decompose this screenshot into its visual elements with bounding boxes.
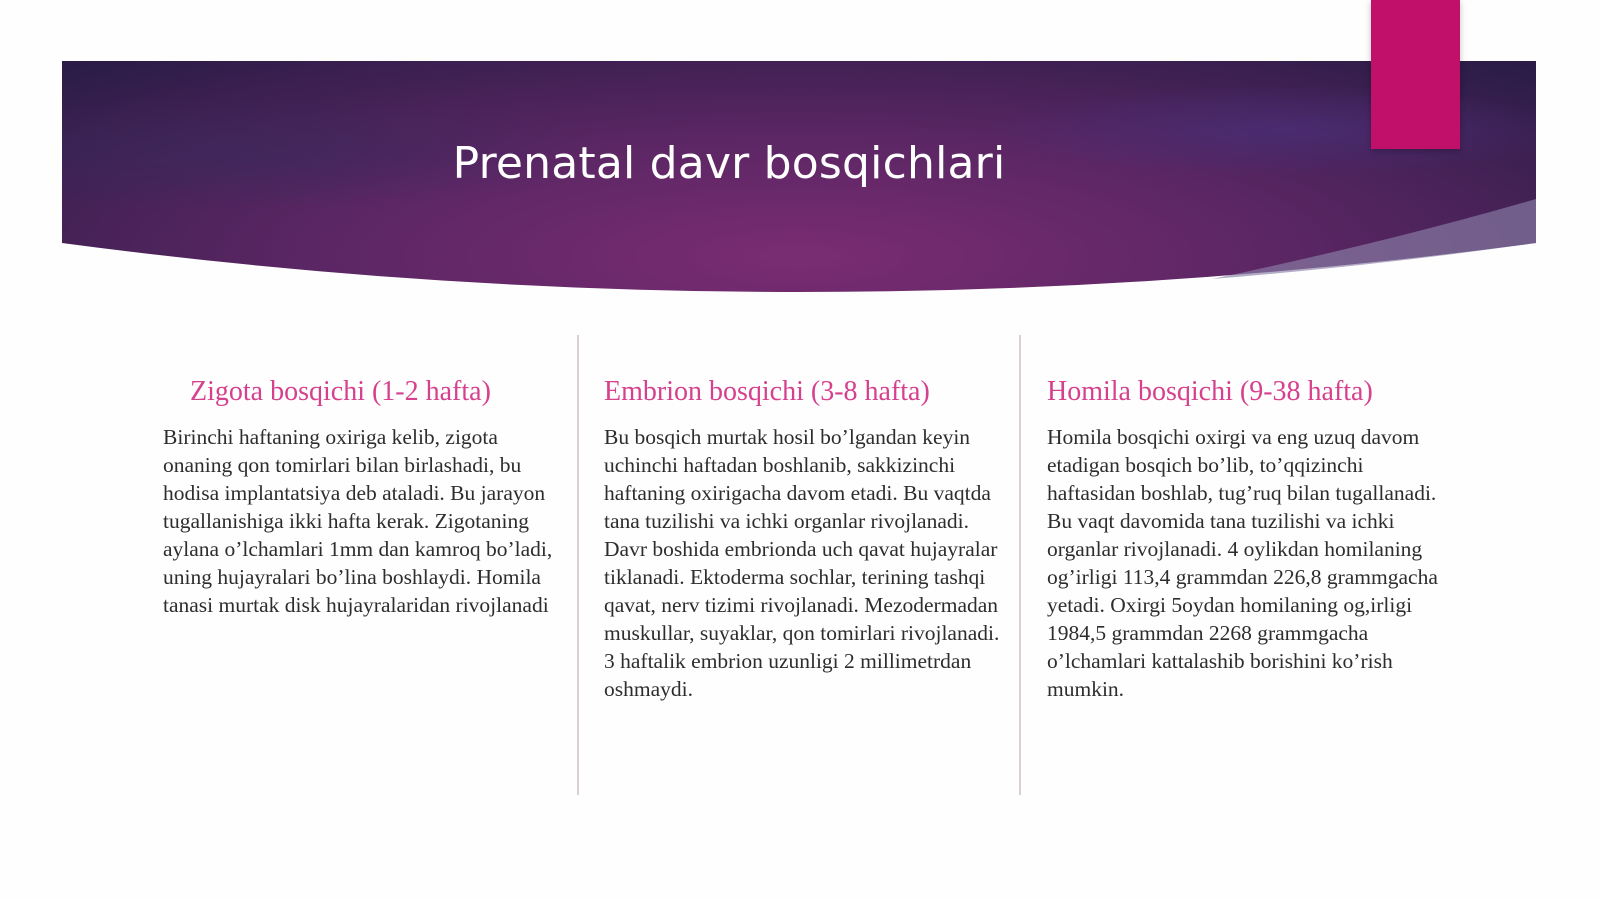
- column-zigota: [163, 375, 559, 619]
- column-heading: Zigota bosqichi (1-2 hafta): [190, 376, 491, 407]
- column-divider-2: [1019, 335, 1021, 795]
- slide-title: Prenatal davr bosqichlari: [452, 138, 1006, 189]
- column-body: Birinchi haftaning oxiriga kelib, zigota onaning qon tomirlari bilan birlashadi, bu hodisa implantatsiya deb ataladi. Bu jarayon tugallanishiga ikki hafta kerak. Zigotaning aylana o’lchamlari 1mm dan kamroq bo’ladi, uning hujayralari bo’lina boshlaydi. Homila tanasi murtak disk hujayralaridan rivojlanadi: [163, 424, 553, 617]
- column-heading: Embrion bosqichi (3-8 hafta): [604, 376, 930, 407]
- accent-tab: [1371, 0, 1460, 149]
- column-body: Bu bosqich murtak hosil bo’lgandan keyin uchinchi haftadan boshlanib, sakkizinchi haftaning oxirigacha davom etadi. Bu vaqtda tana tuzilishi va ichki organlar rivojlanadi. Davr boshida embrionda uch qavat hujayralar tiklanadi. Ektoderma sochlar, terining tashqi qavat, nerv tizimi rivojlanadi. Mezodermadan muskullar, suyaklar, qon tomirlari rivojlanadi. 3 haftalik embrion uzunligi 2 millimetrdan oshmaydi.: [604, 424, 1000, 701]
- column-embrion: [604, 375, 1002, 703]
- column-homila: [1047, 375, 1447, 703]
- column-heading: Homila bosqichi (9-38 hafta): [1047, 376, 1373, 407]
- column-divider-1: [577, 335, 579, 795]
- column-body: Homila bosqichi oxirgi va eng uzuq davom etadigan bosqich bo’lib, to’qqizinchi haftasidan boshlab, tug’ruq bilan tugallanadi. Bu vaqt davomida tana tuzilishi va ichki organlar rivojlanadi. 4 oylikdan homilaning og’irligi 113,4 grammdan 226,8 grammgacha yetadi. Oxirgi 5oydan homilaning og,irligi 1984,5 grammdan 2268 grammgacha o’lchamlari kattalashib borishini ko’rish mumkin.: [1047, 424, 1438, 701]
